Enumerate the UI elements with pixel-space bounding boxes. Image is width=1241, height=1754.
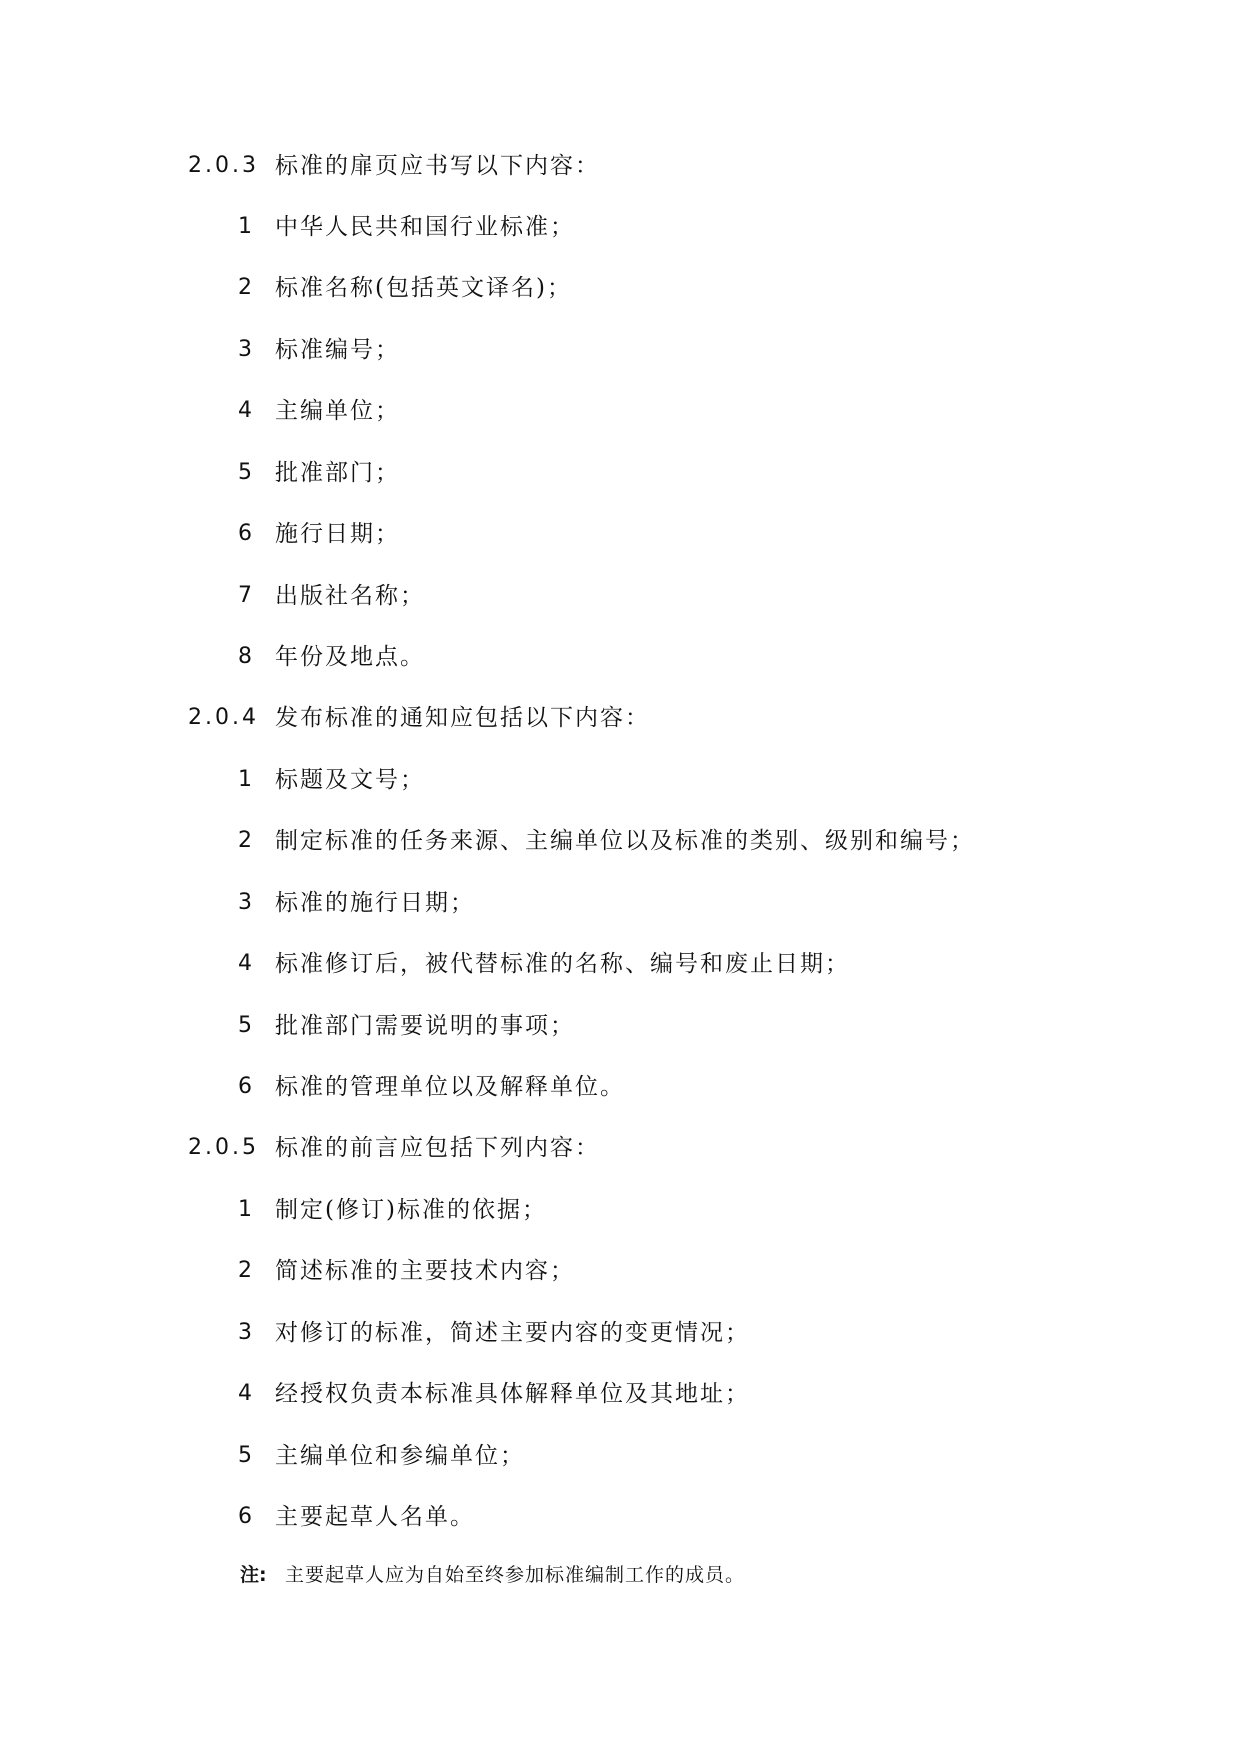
item-number: 5	[238, 460, 252, 485]
item-text: 主编单位；	[275, 398, 400, 424]
list-item	[238, 821, 1088, 861]
clause-title: 发布标准的通知应包括以下内容：	[275, 705, 650, 731]
list-item	[238, 637, 1088, 677]
item-text: 主要起草人名单。	[275, 1504, 475, 1530]
list-item	[238, 1374, 1088, 1414]
item-text: 出版社名称；	[275, 583, 425, 609]
clause-2-0-3	[188, 146, 1088, 186]
clause-2-0-5	[188, 1128, 1088, 1168]
item-text: 制定标准的任务来源、主编单位以及标准的类别、级别和编号；	[275, 828, 975, 854]
list-item	[238, 1067, 1088, 1107]
list-item	[238, 1251, 1088, 1291]
item-text: 标准的管理单位以及解释单位。	[275, 1074, 625, 1100]
list-item	[238, 1190, 1088, 1230]
item-number: 2	[238, 1258, 252, 1283]
item-text: 简述标准的主要技术内容；	[275, 1258, 575, 1284]
list-item	[238, 268, 1088, 308]
list-item	[238, 760, 1088, 800]
item-number: 3	[238, 337, 252, 362]
list-item	[238, 391, 1088, 431]
item-number: 6	[238, 1504, 252, 1529]
clause-title: 标准的扉页应书写以下内容：	[275, 153, 600, 179]
item-number: 2	[238, 828, 252, 853]
item-text: 中华人民共和国行业标准；	[275, 214, 575, 240]
item-number: 3	[238, 890, 252, 915]
list-item	[238, 330, 1088, 370]
item-text: 标准修订后，被代替标准的名称、编号和废止日期；	[275, 951, 850, 977]
list-item	[238, 514, 1088, 554]
item-number: 5	[238, 1013, 252, 1038]
item-text: 标题及文号；	[275, 767, 425, 793]
clause-number: 2.0.3	[188, 153, 259, 178]
item-number: 6	[238, 521, 252, 546]
list-item	[238, 883, 1088, 923]
item-number: 4	[238, 1381, 252, 1406]
list-item	[238, 1436, 1088, 1476]
item-number: 4	[238, 398, 252, 423]
item-text: 批准部门；	[275, 460, 400, 486]
clause-title: 标准的前言应包括下列内容：	[275, 1135, 600, 1161]
item-number: 1	[238, 1197, 252, 1222]
list-item	[238, 944, 1088, 984]
item-text: 标准编号；	[275, 337, 400, 363]
item-number: 7	[238, 583, 252, 608]
item-text: 制定(修订)标准的依据；	[275, 1197, 547, 1223]
item-number: 6	[238, 1074, 252, 1099]
list-item	[238, 576, 1088, 616]
clause-number: 2.0.4	[188, 705, 259, 730]
item-text: 年份及地点。	[275, 644, 425, 670]
item-text: 对修订的标准，简述主要内容的变更情况；	[275, 1320, 750, 1346]
list-item	[238, 1497, 1088, 1537]
item-text: 批准部门需要说明的事项；	[275, 1013, 575, 1039]
item-number: 4	[238, 951, 252, 976]
list-item	[238, 1006, 1088, 1046]
item-number: 2	[238, 275, 252, 300]
note-label: 注:	[240, 1564, 267, 1586]
clause-number: 2.0.5	[188, 1135, 259, 1160]
item-number: 1	[238, 767, 252, 792]
item-text: 经授权负责本标准具体解释单位及其地址；	[275, 1381, 750, 1407]
item-number: 5	[238, 1443, 252, 1468]
item-text: 标准名称(包括英文译名)；	[275, 275, 572, 301]
item-text: 施行日期；	[275, 521, 400, 547]
item-text: 主编单位和参编单位；	[275, 1443, 525, 1469]
item-number: 3	[238, 1320, 252, 1345]
item-number: 8	[238, 644, 252, 669]
list-item	[238, 453, 1088, 493]
item-text: 标准的施行日期；	[275, 890, 475, 916]
list-item	[238, 1313, 1088, 1353]
note	[240, 1555, 1090, 1595]
list-item	[238, 207, 1088, 247]
item-number: 1	[238, 214, 252, 239]
note-text: 主要起草人应为自始至终参加标准编制工作的成员。	[285, 1564, 746, 1586]
clause-2-0-4	[188, 698, 1088, 738]
